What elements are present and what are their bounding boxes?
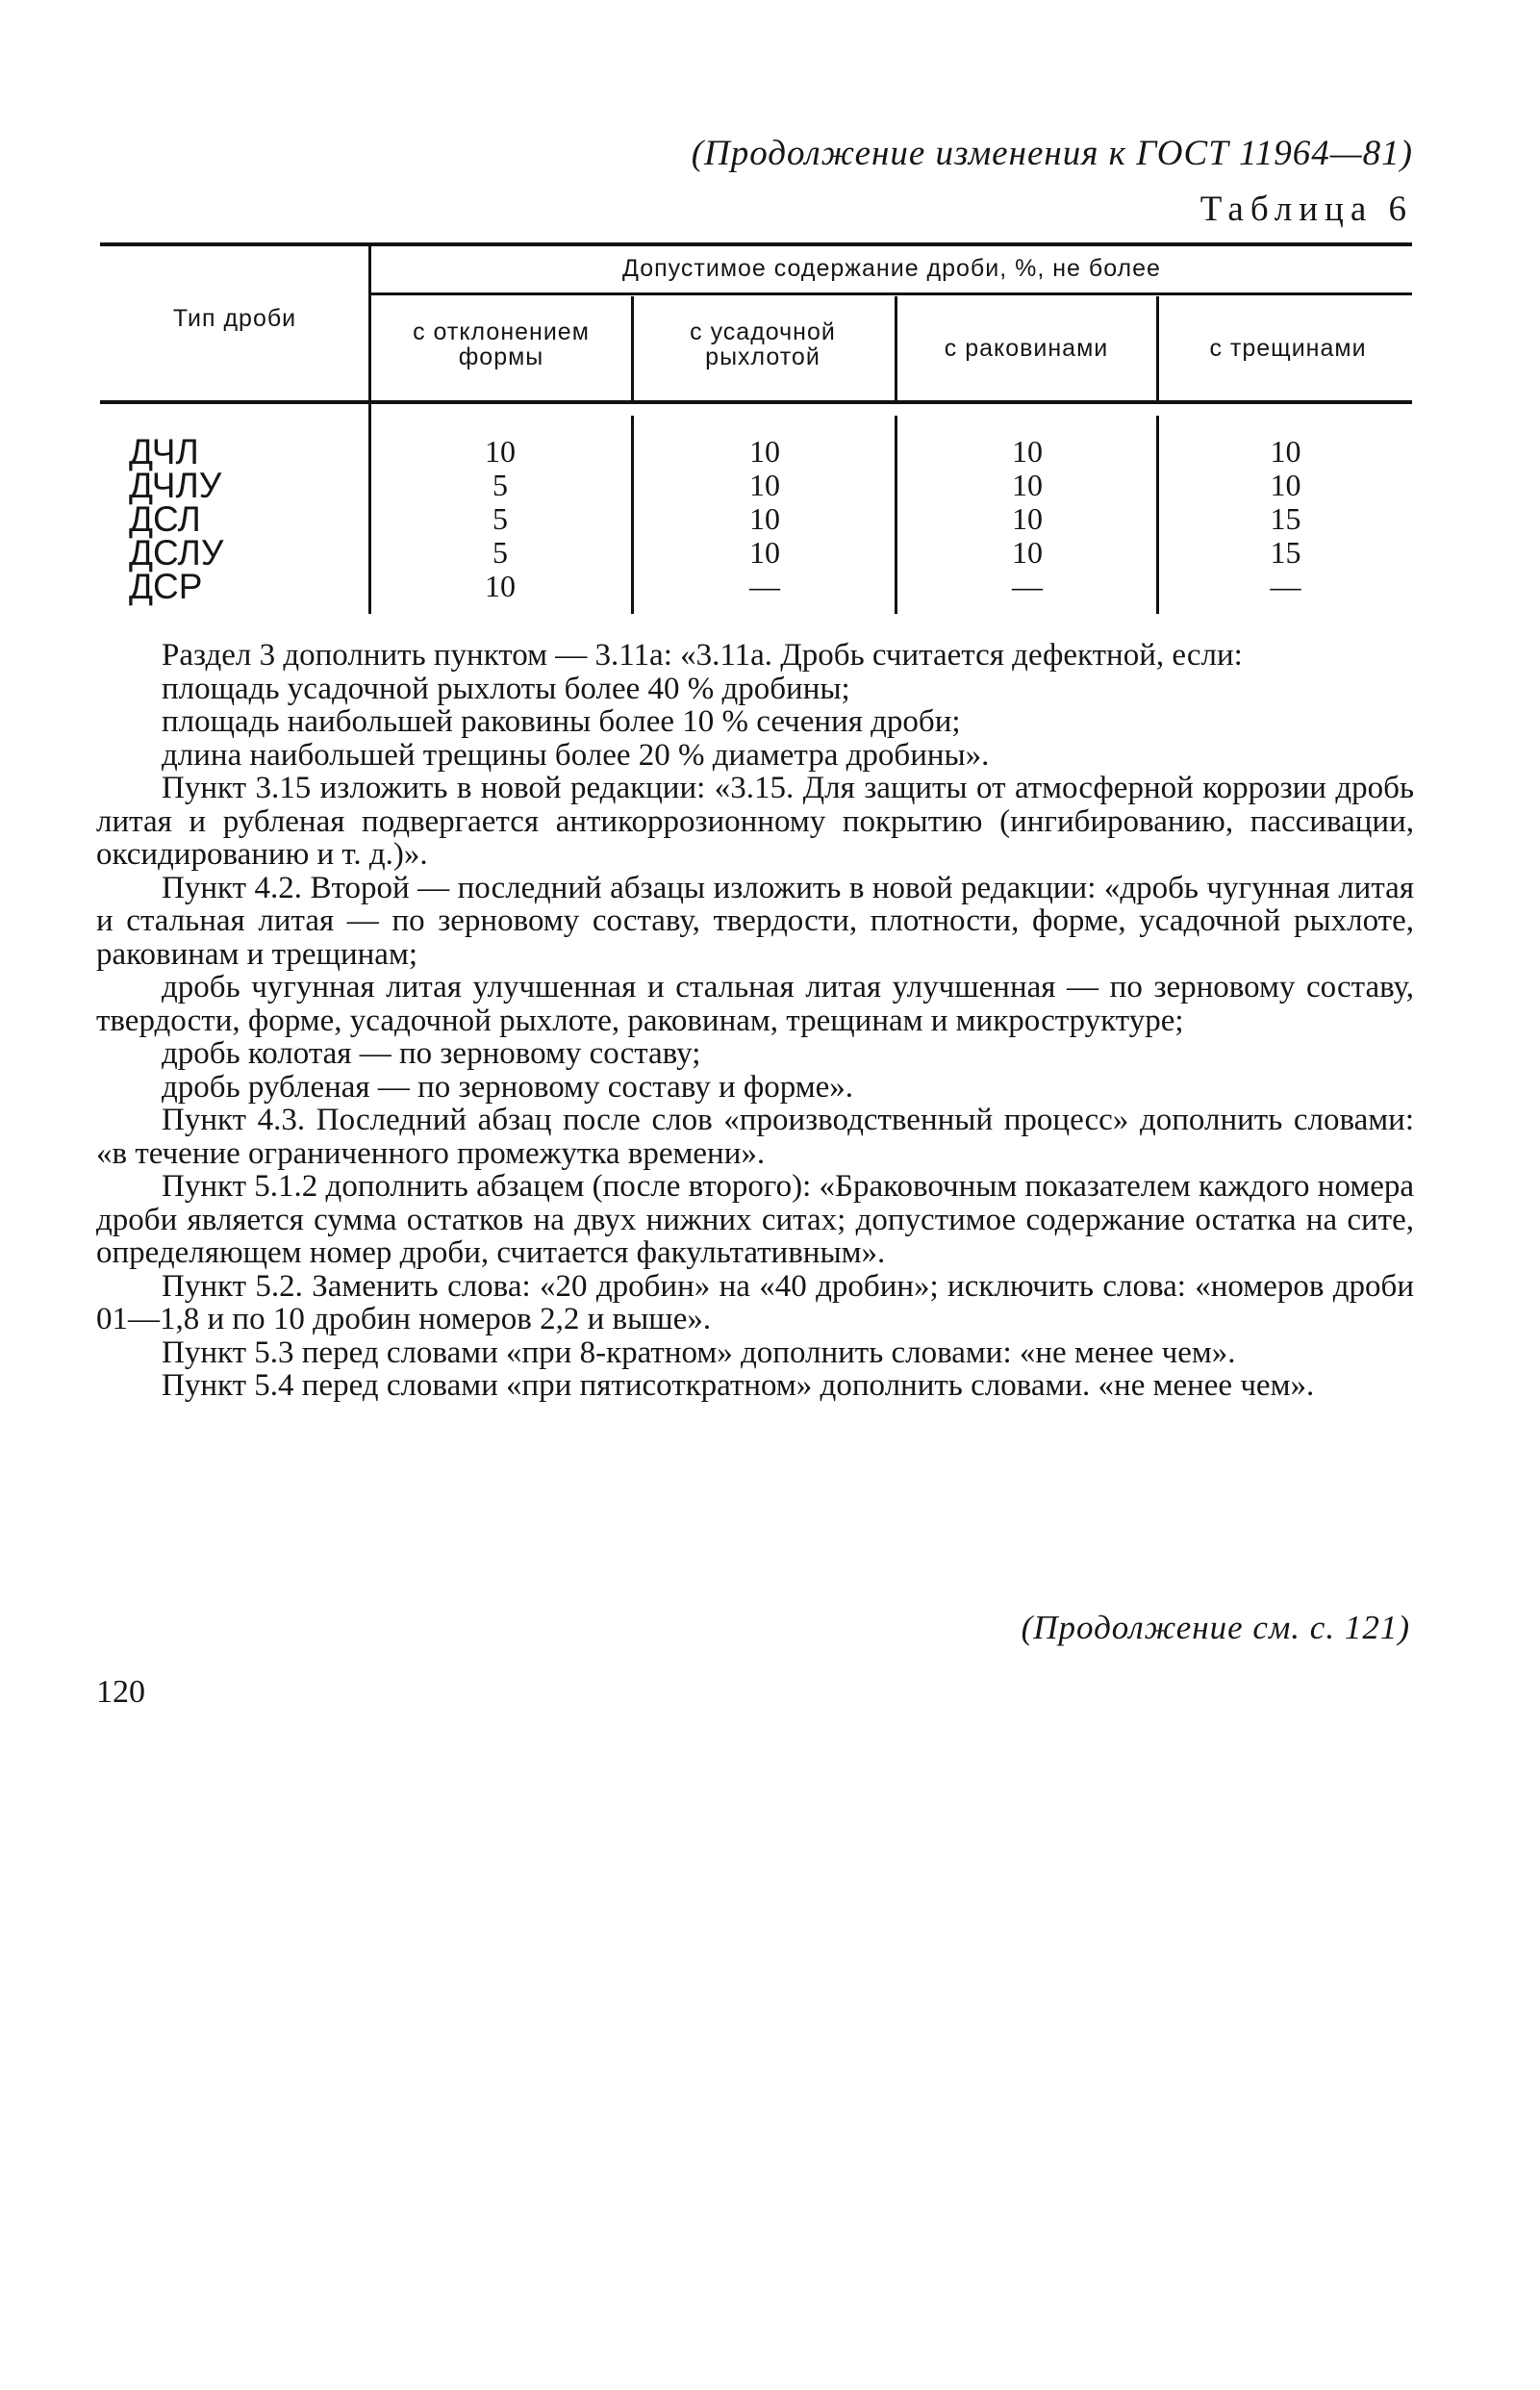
cavities-column [897,435,1157,603]
paragraph: площадь наибольшей раковины более 10 % сечения дроби; [162,704,961,739]
paragraph: Пункт 5.4 перед словами «при пятисоткратном» дополнить словами. «не менее чем». [162,1368,1315,1403]
defects-table [100,242,1412,618]
continuation-footer: (Продолжение см. с. 121) [1021,1609,1410,1646]
paragraph: Пункт 3.15 изложить в новой редакции: «3.15. Для защиты от атмосферной коррозии дробь литая и рубленая подвергается антикоррозионному покрытию (ингибированию, пассивации, оксидированию и т. д.)». [96,771,1414,872]
paragraph: Пункт 5.2. Заменить слова: «20 дробин» на «40 дробин»; исключить слова: «номеров дроби 01—1,8 и по 10 дробин номеров 2,2 и выше». [96,1268,1414,1336]
table-cell: 10 [1012,434,1043,469]
table-cell: 15 [1270,535,1301,570]
table-cell: — [749,569,780,603]
continuation-header: (Продолжение изменения к ГОСТ 11964—81) [691,134,1413,173]
table-header-rule [100,400,1412,404]
column-header: с усадочной рыхлотой [690,318,836,371]
table-cell: 5 [492,501,508,536]
table-cell: 10 [1270,434,1301,469]
shot-type: ДЧЛ [129,432,199,471]
table-cell: 5 [492,535,508,570]
shot-type: ДСЛ [129,499,201,539]
paragraph: Пункт 5.1.2 дополнить абзацем (после второго): «Браковочным показателем каждого номера дроби является сумма остатков на двух нижних ситах; допустимое содержание остатка на сите, определяющем номер дроби, считается факультативным». [96,1169,1414,1270]
shrinkage-column [634,435,896,603]
table-cell: 10 [749,501,780,536]
paragraph: дробь рубленая — по зерновому составу и форме». [162,1069,854,1105]
table-top-rule [100,242,1412,246]
cracks-column [1159,435,1412,603]
paragraph: дробь колотая — по зерновому составу; [162,1036,701,1071]
page-number: 120 [96,1674,145,1710]
table-divider [895,296,897,402]
table-cell: 10 [1270,468,1301,502]
table-cell: 10 [485,569,516,603]
paragraph: Раздел 3 дополнить пунктом — 3.11а: «3.11а. Дробь считается дефектной, если: [162,638,1243,673]
paragraph: Пункт 4.2. Второй — последний абзацы изложить в новой редакции: «дробь чугунная литая и стальная литая — по зерновому составу, твердости, плотности, форме, усадочной рыхлоте, раковинам и трещинам; [96,870,1414,972]
shot-type: ДЧЛУ [129,466,222,505]
table-cell: 10 [485,434,516,469]
amendment-text [96,639,1414,1403]
table-cell: — [1012,569,1043,603]
table-cell: 10 [749,468,780,502]
paragraph: Пункт 4.3. Последний абзац после слов «производственный процесс» дополнить словами: «в течение ограниченного промежутка времени». [96,1103,1414,1171]
table-cell: 5 [492,468,508,502]
paragraph: площадь усадочной рыхлоты более 40 % дробины; [162,671,850,706]
table-cell: 15 [1270,501,1301,536]
paragraph: длина наибольшей трещины более 20 % диаметра дробины». [162,737,990,773]
table-divider [631,296,634,402]
row-header: Тип дроби [172,305,297,332]
column-header: с трещинами [1209,335,1367,362]
form-deviation-column [369,435,631,603]
shot-type: ДСЛУ [129,533,224,572]
table-cell: 10 [1012,535,1043,570]
table-divider [1156,296,1159,402]
table-cell: 10 [1012,501,1043,536]
table-group-rule [369,292,1412,295]
paragraph: дробь чугунная литая улучшенная и стальная литая улучшенная — по зерновому составу, твердости, форме, усадочной рыхлоте, раковинам, трещинам и микроструктуре; [96,970,1414,1038]
shot-type-column [129,432,224,606]
table-label: Таблица 6 [1199,190,1413,229]
column-header: с отклонением формы [413,318,590,371]
group-header: Допустимое содержание дроби, %, не более [622,255,1161,282]
table-cell: 10 [749,535,780,570]
table-cell: 10 [749,434,780,469]
table-cell: — [1270,569,1301,603]
shot-type: ДСР [129,567,203,606]
table-cell: 10 [1012,468,1043,502]
column-header: с раковинами [944,335,1109,362]
paragraph: Пункт 5.3 перед словами «при 8-кратном» дополнить словами: «не менее чем». [162,1335,1236,1370]
